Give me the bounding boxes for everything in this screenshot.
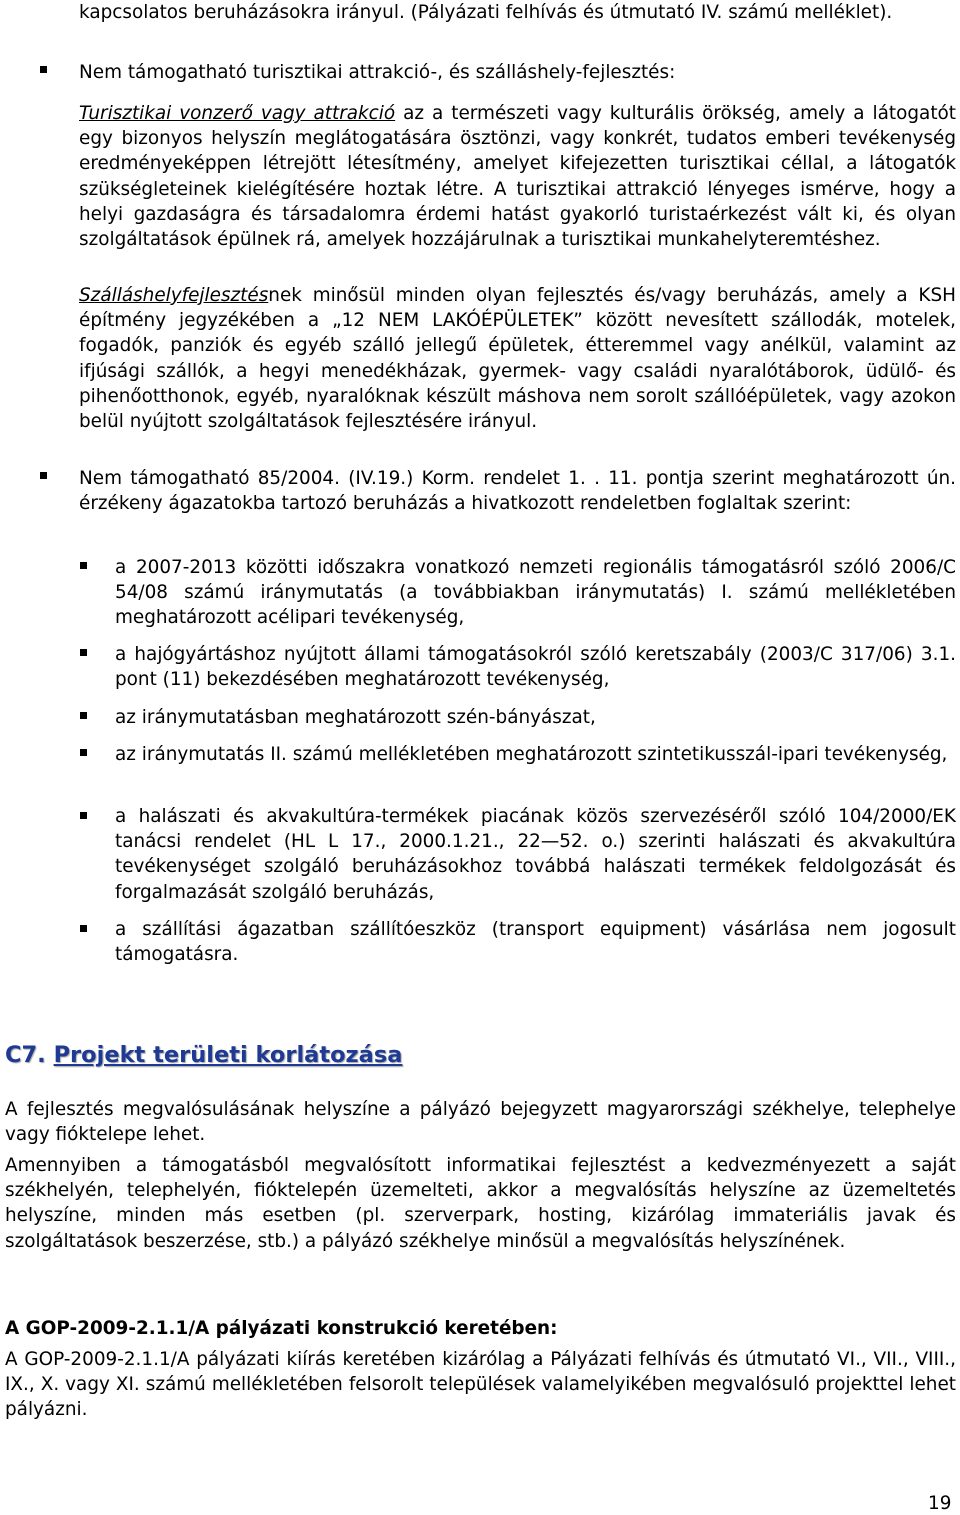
sub-bullet-marker <box>80 649 87 656</box>
sub-bullet-marker <box>80 712 87 719</box>
sub-bullet-marker <box>80 925 87 932</box>
section-heading-c7 <box>5 1041 402 1069</box>
accommodation-definition-paragraph <box>79 283 956 434</box>
sub-item-coal: az iránymutatásban meghatározott szén-bányászat, <box>115 707 596 728</box>
term-accommodation-development: Szálláshelyfejlesztés <box>79 285 269 306</box>
term-tourist-attraction: Turisztikai vonzerő vagy attrakció <box>79 103 396 124</box>
c7-paragraph-it-development: Amennyiben a támogatásból megvalósított informatikai fejlesztést a kedvezményezett a saját székhelyén, telephelyén, fióktelepén üzemelteti, akkor a megvalósítás helyszíne az üzemeltetés helyszíne, minden más esetben (pl. szerverpark, hosting, kizárólag immateriális javak és szolgáltatások beszerzése, stb.) a pályázó székhelye minősül a megvalósítás helyszínének. <box>5 1155 956 1252</box>
section-number: C7. <box>5 1042 46 1068</box>
bullet-marker <box>40 66 47 73</box>
sub-item-transport: a szállítási ágazatban szállítóeszköz (transport equipment) vásárlása nem jogosult támogatásra. <box>115 919 956 966</box>
sub-bullet-marker <box>80 812 87 819</box>
gop-paragraph: A GOP-2009-2.1.1/A pályázati kiírás keretében kizárólag a Pályázati felhívás és útmutató VI., VII., VIII., IX., X. vagy XI. számú mellékletében felsorolt települések valamelyikében megvalósuló projekttel lehet pályázni. <box>5 1349 956 1421</box>
accommodation-definition-text: nek minősül minden olyan fejlesztés és/vagy beruházás, amely a KSH építmény jegyzékében a „12 NEM LAKÓÉPÜLETEK” között nevesített szállodák, motelek, fogadók, panziók és egyéb szálló jellegű épületek, étteremmel vagy anélkül, valamint az ifjúsági szállók, a hegyi menedékházak, gyermek- vagy családi nyaralótáborok, üdülő- és pihenőotthonok, egyéb, nyaralóknak készült máshova nem sorolt szállóépületek, vagy azokon belül nyújtott szolgáltatások fejlesztésére irányul. <box>79 285 956 433</box>
section-title: Projekt területi korlátozása <box>53 1042 403 1068</box>
sub-item-synthetic-fibre: az iránymutatás II. számú mellékletében meghatározott szintetikusszál-ipari tevékenység, <box>115 744 948 765</box>
bullet-marker <box>40 472 47 479</box>
sub-item-steel: a 2007-2013 közötti időszakra vonatkozó nemzeti regionális támogatásról szóló 2006/C 54/08 számú iránymutatás (a továbbiakban iránymutatás) I. számú mellékletében meghatározott acélipari tevékenység, <box>115 557 956 629</box>
intro-continuation: kapcsolatos beruházásokra irányul. (Pályázati felhívás és útmutató IV. számú melléklet). <box>79 2 893 23</box>
sub-bullet-marker <box>80 562 87 569</box>
sub-bullet-marker <box>80 749 87 756</box>
sub-item-shipbuilding: a hajógyártáshoz nyújtott állami támogatásokról szóló keretszabály (2003/C 317/06) 3.1. pont (11) bekezdésében meghatározott tevékenység, <box>115 644 956 691</box>
gop-subheading: A GOP-2009-2.1.1/A pályázati konstrukció keretében: <box>5 1318 558 1339</box>
c7-paragraph-location: A fejlesztés megvalósulásának helyszíne a pályázó bejegyzett magyarországi székhelye, telephelye vagy fióktelepe lehet. <box>5 1099 956 1146</box>
tourism-definition-paragraph <box>79 101 956 252</box>
sub-item-fisheries: a halászati és akvakultúra-termékek piacának közös szervezéséről szóló 104/2000/EK tanácsi rendelet (HL L 17., 2000.1.21., 22—52. o.) szerinti halászati és akvakultúra tevékenységet szolgáló beruházásokhoz továbbá halászati termékek feldolgozását és forgalmazását szolgáló beruházás, <box>115 806 956 903</box>
bullet-sensitive-sectors: Nem támogatható 85/2004. (IV.19.) Korm. rendelet 1. . 11. pontja szerint meghatározott ún. érzékeny ágazatokba tartozó beruházás a hivatkozott rendeletben foglaltak szerint: <box>79 468 956 515</box>
page-number: 19 <box>928 1493 952 1514</box>
tourism-definition-text: az a természeti vagy kulturális örökség, amely a látogatót egy bizonyos helyszín meglátogatására ösztönzi, vagy konkrét, tudatos emberi tevékenység eredményeképpen létrejött létesítmény, amelyet kifejezetten turisztikai céllal, a látogatók szükségleteinek kielégítésére hoztak létre. A turisztikai attrakció lényeges ismérve, hogy a helyi gazdaságra és társadalomra érdemi hatást gyakorló turistaérkezést vált ki, és olyan szolgáltatások épülnek rá, amelyek hozzájárulnak a turisztikai munkahelyteremtéshez. <box>79 103 956 251</box>
bullet-not-supported-tourism: Nem támogatható turisztikai attrakció-, és szálláshely-fejlesztés: <box>79 62 676 83</box>
